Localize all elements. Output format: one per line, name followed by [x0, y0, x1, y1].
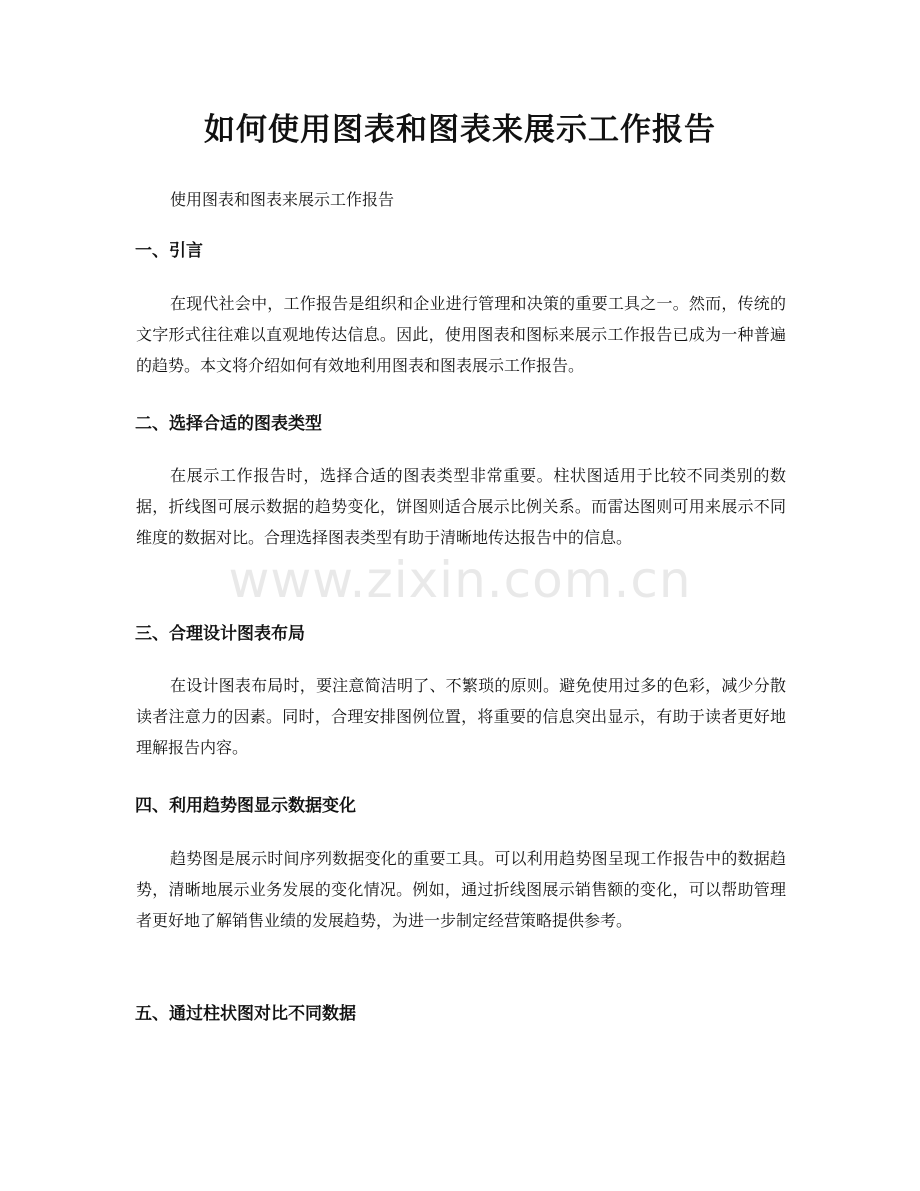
section-heading-chart-types: 二、选择合适的图表类型: [135, 414, 322, 434]
section-body-introduction: 在现代社会中，工作报告是组织和企业进行管理和决策的重要工具之一。然而，传统的文字形式往往难以直观地传达信息。因此，使用图表和图标来展示工作报告已成为一种普遍的趋势。本文将介绍如何有效地利用图表和图表展示工作报告。: [136, 294, 786, 375]
watermark: www.zixin.com.cn: [228, 551, 692, 609]
document-title: 如何使用图表和图表来展示工作报告: [204, 112, 716, 148]
section-heading-trend-chart: 四、利用趋势图显示数据变化: [135, 796, 356, 816]
section-body-chart-layout: 在设计图表布局时，要注意简洁明了、不繁琐的原则。避免使用过多的色彩，减少分散读者注意力的因素。同时，合理安排图例位置，将重要的信息突出显示，有助于读者更好地理解报告内容。: [136, 676, 786, 757]
section-heading-chart-layout: 三、合理设计图表布局: [135, 624, 305, 644]
section-heading-bar-chart: 五、通过柱状图对比不同数据: [135, 1004, 356, 1024]
section-body-chart-types: 在展示工作报告时，选择合适的图表类型非常重要。柱状图适用于比较不同类别的数据，折线图可展示数据的趋势变化，饼图则适合展示比例关系。而雷达图则可用来展示不同维度的数据对比。合理选择图表类型有助于清晰地传达报告中的信息。: [136, 466, 786, 547]
document-subtitle: 使用图表和图表来展示工作报告: [170, 190, 395, 209]
section-body-trend-chart: 趋势图是展示时间序列数据变化的重要工具。可以利用趋势图呈现工作报告中的数据趋势，清晰地展示业务发展的变化情况。例如，通过折线图展示销售额的变化，可以帮助管理者更好地了解销售业绩的发展趋势，为进一步制定经营策略提供参考。: [136, 849, 786, 930]
section-heading-introduction: 一、引言: [135, 241, 203, 261]
